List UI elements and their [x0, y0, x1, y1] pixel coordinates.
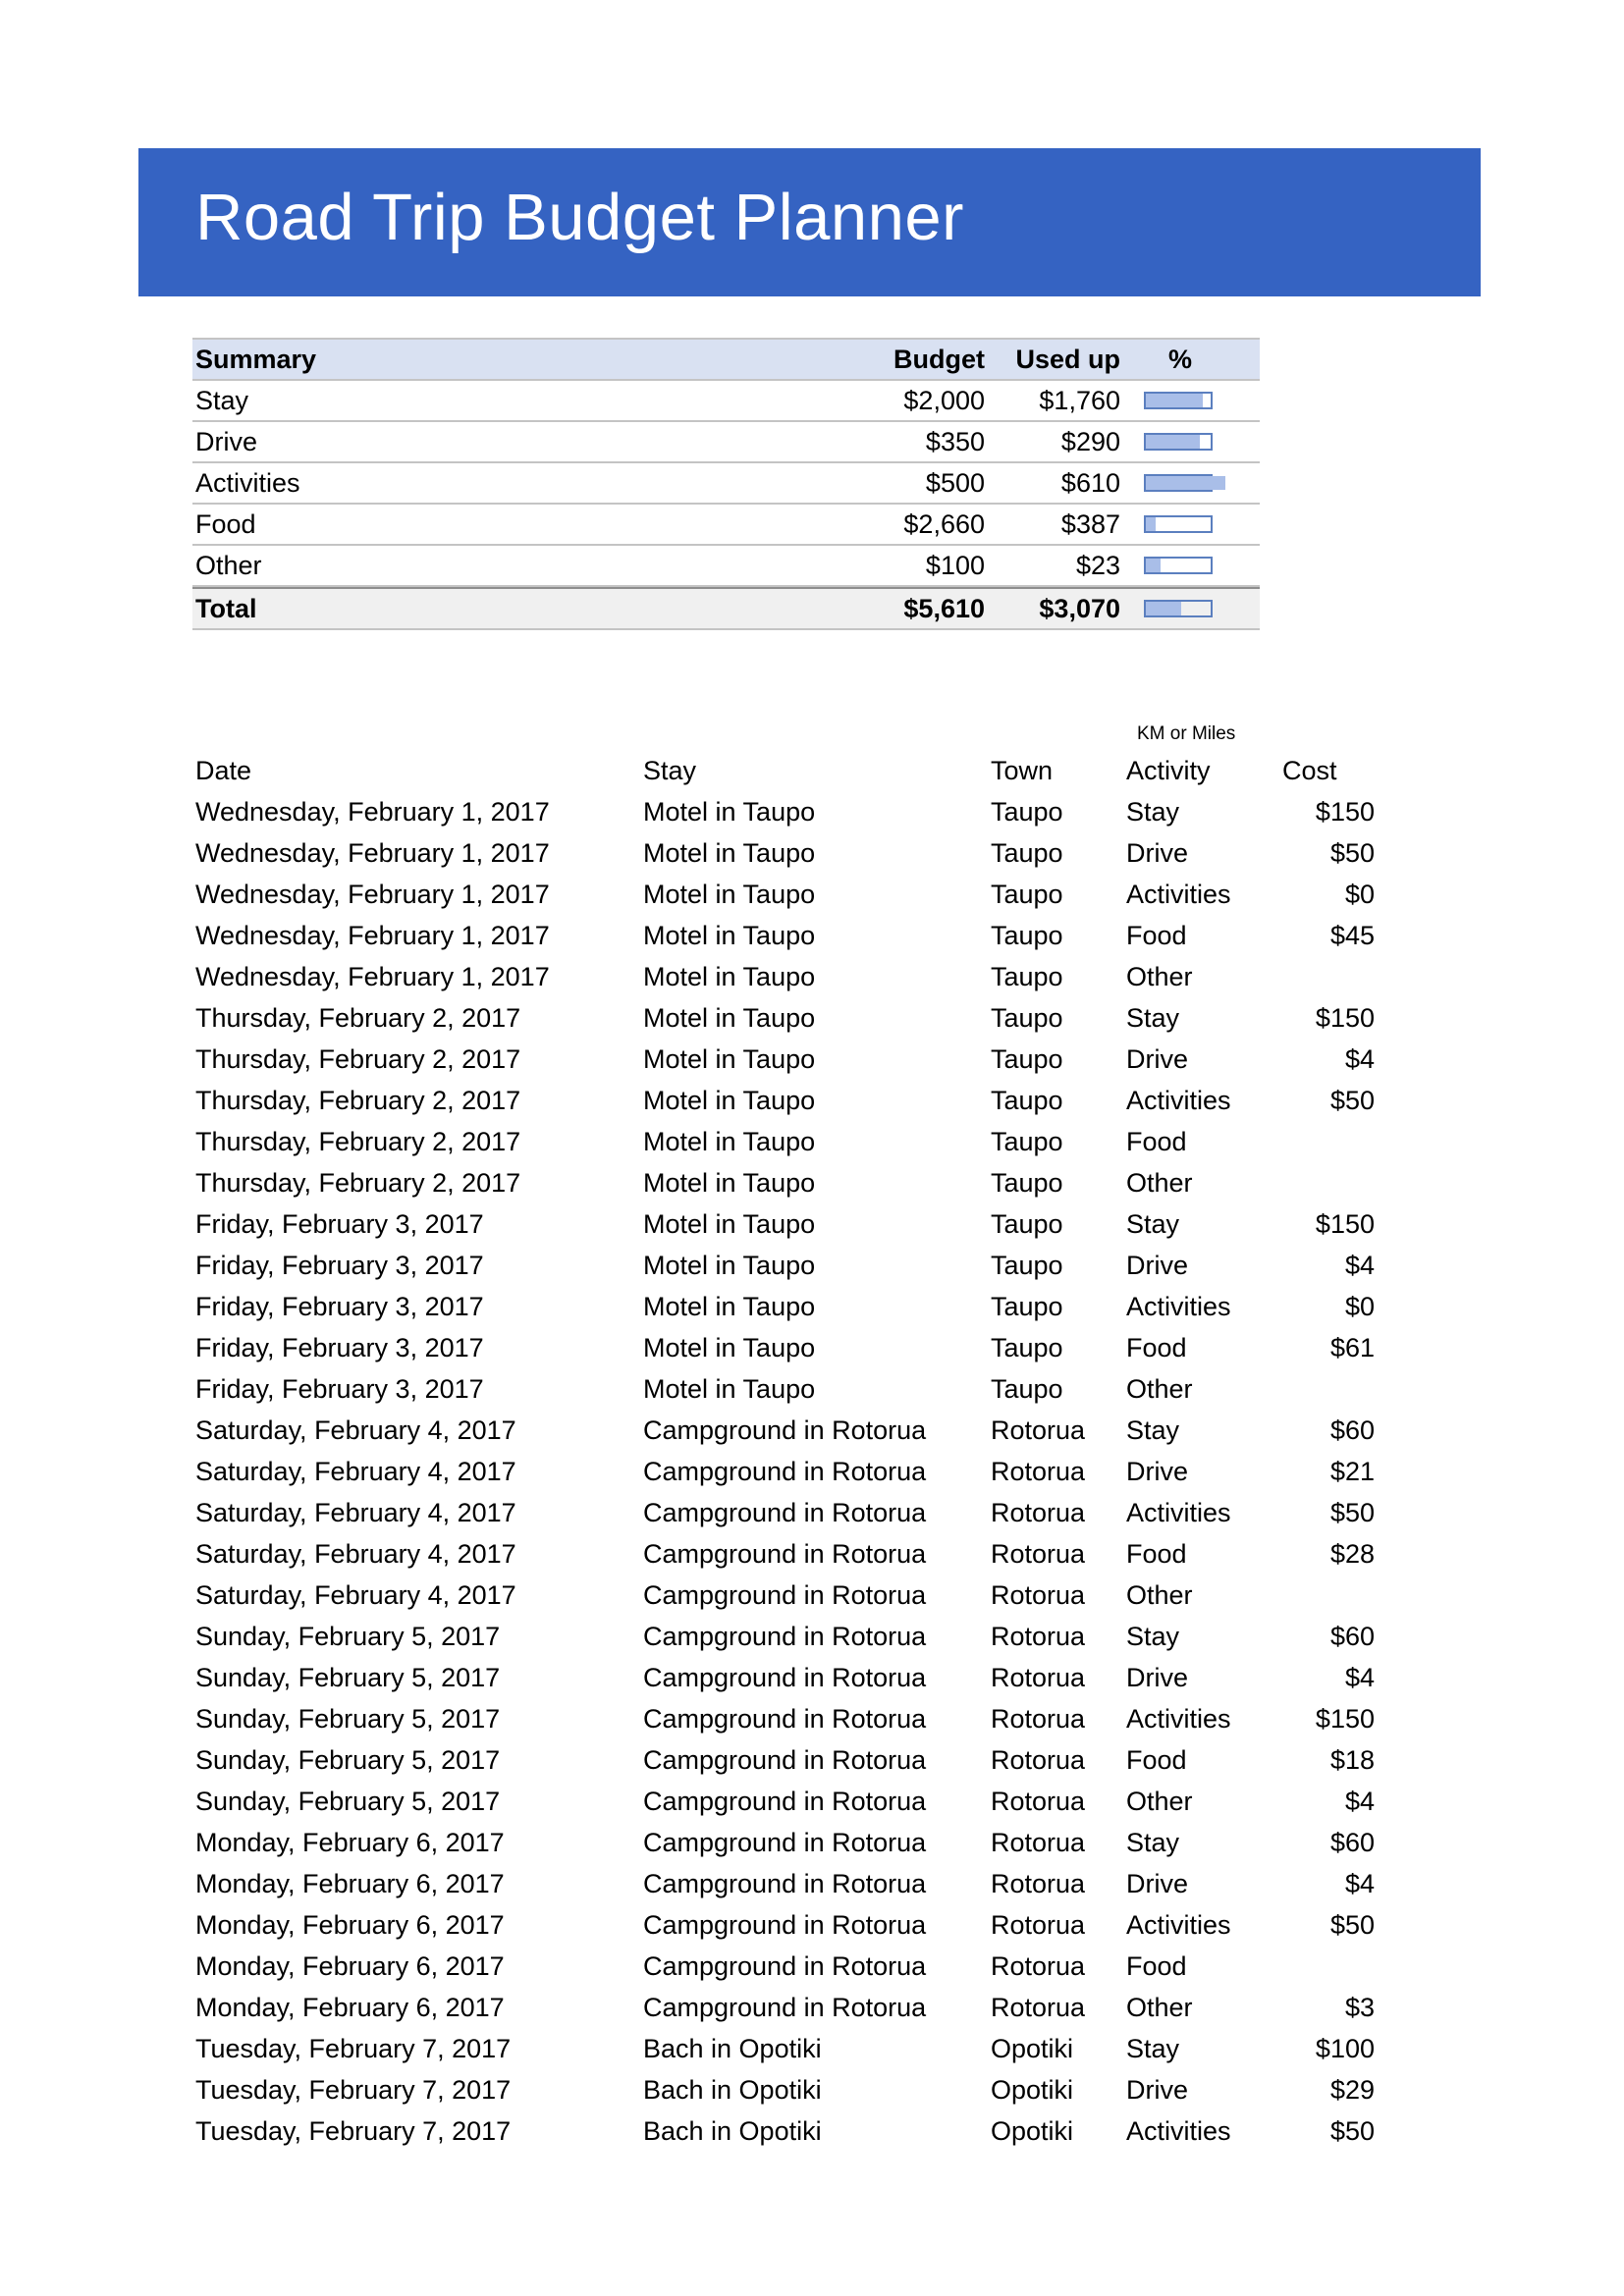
table-row	[192, 1082, 1380, 1123]
row-stay: Campground in Rotorua	[643, 1704, 927, 1734]
row-activity: Other	[1126, 1787, 1193, 1816]
row-activity: Other	[1126, 1580, 1193, 1610]
summary-row-pct-bar	[1144, 474, 1213, 492]
row-activity: Stay	[1126, 1415, 1180, 1445]
row-date: Thursday, February 2, 2017	[195, 1086, 521, 1115]
summary-header-name: Summary	[195, 345, 317, 374]
summary-row-used: $610	[1060, 468, 1120, 498]
table-row	[192, 1288, 1380, 1329]
row-cost: $28	[1329, 1539, 1375, 1569]
row-activity: Drive	[1126, 838, 1189, 868]
table-row	[192, 958, 1380, 999]
row-stay: Campground in Rotorua	[643, 1951, 927, 1981]
table-row	[192, 1618, 1380, 1659]
summary-row-budget: $500	[925, 468, 985, 498]
summary-row	[192, 463, 1260, 505]
row-town: Rotorua	[991, 1704, 1086, 1734]
row-stay: Motel in Taupo	[643, 1333, 816, 1362]
row-stay: Motel in Taupo	[643, 1044, 816, 1074]
summary-row-budget: $2,000	[903, 386, 985, 415]
summary-row-name: Drive	[195, 427, 258, 456]
row-date: Wednesday, February 1, 2017	[195, 921, 550, 950]
row-activity: Drive	[1126, 2075, 1189, 2105]
row-activity: Food	[1126, 1951, 1187, 1981]
row-stay: Motel in Taupo	[643, 797, 816, 827]
row-date: Saturday, February 4, 2017	[195, 1498, 516, 1527]
row-date: Thursday, February 2, 2017	[195, 1127, 521, 1156]
row-activity: Activities	[1126, 1292, 1231, 1321]
table-row	[192, 1370, 1380, 1412]
row-stay: Campground in Rotorua	[643, 1498, 927, 1527]
row-activity: Stay	[1126, 1828, 1180, 1857]
table-row	[192, 1948, 1380, 1989]
row-stay: Motel in Taupo	[643, 1374, 816, 1404]
table-row	[192, 834, 1380, 876]
row-activity: Stay	[1126, 1622, 1180, 1651]
summary-row-name: Stay	[195, 386, 249, 415]
row-date: Saturday, February 4, 2017	[195, 1415, 516, 1445]
row-town: Taupo	[991, 962, 1063, 991]
row-stay: Campground in Rotorua	[643, 1993, 927, 2022]
row-stay: Motel in Taupo	[643, 1168, 816, 1198]
summary-row	[192, 422, 1260, 463]
km-or-miles-note: KM or Miles	[1137, 723, 1236, 744]
table-row	[192, 1659, 1380, 1700]
summary-row-pct-bar	[1144, 557, 1213, 574]
row-activity: Activities	[1126, 1086, 1231, 1115]
row-activity: Drive	[1126, 1663, 1189, 1692]
row-activity: Food	[1126, 1745, 1187, 1775]
summary-row-pct-bar	[1144, 392, 1213, 409]
row-stay: Campground in Rotorua	[643, 1622, 927, 1651]
summary-row	[192, 546, 1260, 587]
row-stay: Campground in Rotorua	[643, 1580, 927, 1610]
row-town: Rotorua	[991, 1498, 1086, 1527]
row-cost: $21	[1329, 1457, 1375, 1486]
row-activity: Stay	[1126, 1209, 1180, 1239]
row-stay: Campground in Rotorua	[643, 1910, 927, 1940]
row-cost: $0	[1344, 880, 1375, 909]
row-town: Taupo	[991, 1374, 1063, 1404]
table-row	[192, 793, 1380, 834]
summary-header-pct: %	[1167, 345, 1193, 374]
summary-row	[192, 505, 1260, 546]
row-stay: Campground in Rotorua	[643, 1539, 927, 1569]
row-cost: $4	[1344, 1787, 1375, 1816]
row-stay: Bach in Opotiki	[643, 2075, 822, 2105]
row-town: Opotiki	[991, 2034, 1074, 2063]
row-date: Wednesday, February 1, 2017	[195, 880, 550, 909]
row-activity: Food	[1126, 1333, 1187, 1362]
table-row	[192, 1412, 1380, 1453]
row-town: Taupo	[991, 1292, 1063, 1321]
row-activity: Other	[1126, 1374, 1193, 1404]
row-date: Monday, February 6, 2017	[195, 1828, 505, 1857]
row-cost: $150	[1315, 1704, 1375, 1734]
row-stay: Motel in Taupo	[643, 962, 816, 991]
summary-row-budget: $2,660	[903, 509, 985, 539]
row-activity: Stay	[1126, 1003, 1180, 1033]
row-activity: Activities	[1126, 1498, 1231, 1527]
row-date: Sunday, February 5, 2017	[195, 1704, 501, 1734]
summary-row-pct-bar	[1144, 515, 1213, 533]
row-cost: $4	[1344, 1663, 1375, 1692]
row-date: Monday, February 6, 2017	[195, 1869, 505, 1898]
summary-row-used: $290	[1060, 427, 1120, 456]
row-town: Taupo	[991, 1209, 1063, 1239]
row-cost: $4	[1344, 1869, 1375, 1898]
table-row	[192, 1783, 1380, 1824]
row-date: Friday, February 3, 2017	[195, 1292, 484, 1321]
page-title: Road Trip Budget Planner	[195, 181, 964, 254]
row-activity: Stay	[1126, 2034, 1180, 2063]
row-cost: $150	[1315, 1003, 1375, 1033]
summary-row-used: $23	[1075, 551, 1120, 580]
row-stay: Campground in Rotorua	[643, 1869, 927, 1898]
row-activity: Drive	[1126, 1457, 1189, 1486]
table-row	[192, 1205, 1380, 1247]
pct-fill	[1146, 517, 1156, 531]
summary-row-used: $387	[1060, 509, 1120, 539]
table-row	[192, 1906, 1380, 1948]
row-town: Rotorua	[991, 1663, 1086, 1692]
row-cost: $100	[1315, 2034, 1375, 2063]
row-date: Sunday, February 5, 2017	[195, 1622, 501, 1651]
table-row	[192, 2112, 1380, 2154]
summary-header-budget: Budget	[893, 345, 985, 374]
row-town: Taupo	[991, 1044, 1063, 1074]
summary-row-used: $1,760	[1039, 386, 1120, 415]
row-cost: $45	[1329, 921, 1375, 950]
pct-fill	[1146, 435, 1200, 449]
row-town: Taupo	[991, 797, 1063, 827]
table-row	[192, 1700, 1380, 1741]
row-date: Saturday, February 4, 2017	[195, 1539, 516, 1569]
summary-row-pct-bar	[1144, 433, 1213, 451]
row-town: Opotiki	[991, 2116, 1074, 2146]
row-town: Rotorua	[991, 1622, 1086, 1651]
row-cost: $18	[1329, 1745, 1375, 1775]
row-cost: $4	[1344, 1251, 1375, 1280]
table-row	[192, 1989, 1380, 2030]
summary-total-pct-bar	[1144, 600, 1213, 617]
row-stay: Motel in Taupo	[643, 1003, 816, 1033]
row-stay: Bach in Opotiki	[643, 2034, 822, 2063]
row-town: Taupo	[991, 838, 1063, 868]
row-stay: Motel in Taupo	[643, 880, 816, 909]
row-town: Taupo	[991, 1333, 1063, 1362]
row-stay: Campground in Rotorua	[643, 1663, 927, 1692]
summary-header-used: Used up	[1015, 345, 1120, 374]
row-cost: $60	[1329, 1622, 1375, 1651]
table-row	[192, 917, 1380, 958]
detail-header-activity: Activity	[1126, 756, 1211, 785]
row-activity: Other	[1126, 1168, 1193, 1198]
detail-table	[192, 752, 1380, 2154]
row-date: Friday, February 3, 2017	[195, 1374, 484, 1404]
row-activity: Drive	[1126, 1251, 1189, 1280]
summary-row-name: Other	[195, 551, 262, 580]
summary-table	[192, 338, 1260, 630]
pct-fill	[1146, 602, 1181, 615]
row-stay: Bach in Opotiki	[643, 2116, 822, 2146]
row-town: Rotorua	[991, 1787, 1086, 1816]
row-stay: Motel in Taupo	[643, 1127, 816, 1156]
row-stay: Motel in Taupo	[643, 838, 816, 868]
row-date: Friday, February 3, 2017	[195, 1251, 484, 1280]
row-cost: $50	[1329, 838, 1375, 868]
row-town: Rotorua	[991, 1828, 1086, 1857]
row-date: Saturday, February 4, 2017	[195, 1457, 516, 1486]
row-stay: Campground in Rotorua	[643, 1415, 927, 1445]
table-row	[192, 1247, 1380, 1288]
pct-fill	[1146, 559, 1161, 572]
summary-total-budget: $5,610	[903, 594, 985, 623]
row-stay: Campground in Rotorua	[643, 1828, 927, 1857]
table-row	[192, 2030, 1380, 2071]
pct-fill	[1146, 394, 1203, 407]
table-row	[192, 1164, 1380, 1205]
row-date: Monday, February 6, 2017	[195, 1951, 505, 1981]
table-row	[192, 1041, 1380, 1082]
row-stay: Motel in Taupo	[643, 921, 816, 950]
table-row	[192, 1576, 1380, 1618]
row-activity: Activities	[1126, 1704, 1231, 1734]
row-date: Friday, February 3, 2017	[195, 1333, 484, 1362]
row-date: Sunday, February 5, 2017	[195, 1663, 501, 1692]
row-town: Rotorua	[991, 1745, 1086, 1775]
row-cost: $150	[1315, 797, 1375, 827]
row-date: Sunday, February 5, 2017	[195, 1787, 501, 1816]
row-stay: Motel in Taupo	[643, 1292, 816, 1321]
table-row	[192, 876, 1380, 917]
row-activity: Food	[1126, 921, 1187, 950]
row-date: Monday, February 6, 2017	[195, 1993, 505, 2022]
row-date: Wednesday, February 1, 2017	[195, 962, 550, 991]
row-cost: $3	[1344, 1993, 1375, 2022]
row-activity: Activities	[1126, 2116, 1231, 2146]
summary-row-name: Activities	[195, 468, 300, 498]
row-town: Rotorua	[991, 1580, 1086, 1610]
row-cost: $50	[1329, 2116, 1375, 2146]
row-cost: $60	[1329, 1828, 1375, 1857]
row-cost: $50	[1329, 1910, 1375, 1940]
row-town: Rotorua	[991, 1539, 1086, 1569]
detail-header-row	[192, 752, 1380, 793]
row-stay: Campground in Rotorua	[643, 1457, 927, 1486]
summary-row-name: Food	[195, 509, 256, 539]
row-stay: Campground in Rotorua	[643, 1787, 927, 1816]
table-row	[192, 1824, 1380, 1865]
table-row	[192, 1535, 1380, 1576]
table-row	[192, 1453, 1380, 1494]
row-cost: $50	[1329, 1086, 1375, 1115]
row-date: Thursday, February 2, 2017	[195, 1044, 521, 1074]
row-town: Rotorua	[991, 1869, 1086, 1898]
detail-header-town: Town	[991, 756, 1054, 785]
row-cost: $150	[1315, 1209, 1375, 1239]
table-row	[192, 2071, 1380, 2112]
row-stay: Motel in Taupo	[643, 1251, 816, 1280]
row-town: Opotiki	[991, 2075, 1074, 2105]
summary-row	[192, 381, 1260, 422]
summary-total-row	[192, 587, 1260, 630]
detail-header-cost: Cost	[1282, 756, 1337, 785]
row-town: Rotorua	[991, 1951, 1086, 1981]
row-town: Taupo	[991, 1251, 1063, 1280]
pct-fill	[1146, 476, 1225, 490]
title-banner	[138, 148, 1481, 296]
row-activity: Food	[1126, 1539, 1187, 1569]
table-row	[192, 1123, 1380, 1164]
row-activity: Other	[1126, 962, 1193, 991]
row-stay: Motel in Taupo	[643, 1086, 816, 1115]
row-activity: Other	[1126, 1993, 1193, 2022]
row-cost: $50	[1329, 1498, 1375, 1527]
row-date: Saturday, February 4, 2017	[195, 1580, 516, 1610]
row-date: Sunday, February 5, 2017	[195, 1745, 501, 1775]
row-date: Tuesday, February 7, 2017	[195, 2075, 512, 2105]
detail-header-date: Date	[195, 756, 252, 785]
row-date: Tuesday, February 7, 2017	[195, 2116, 512, 2146]
row-cost: $4	[1344, 1044, 1375, 1074]
row-date: Friday, February 3, 2017	[195, 1209, 484, 1239]
row-town: Taupo	[991, 880, 1063, 909]
row-cost: $0	[1344, 1292, 1375, 1321]
row-activity: Drive	[1126, 1044, 1189, 1074]
row-town: Rotorua	[991, 1457, 1086, 1486]
row-town: Rotorua	[991, 1910, 1086, 1940]
table-row	[192, 1329, 1380, 1370]
table-row	[192, 999, 1380, 1041]
row-town: Taupo	[991, 1003, 1063, 1033]
row-cost: $29	[1329, 2075, 1375, 2105]
row-activity: Activities	[1126, 1910, 1231, 1940]
table-row	[192, 1741, 1380, 1783]
row-date: Tuesday, February 7, 2017	[195, 2034, 512, 2063]
row-town: Taupo	[991, 1127, 1063, 1156]
row-stay: Motel in Taupo	[643, 1209, 816, 1239]
summary-total-used: $3,070	[1039, 594, 1120, 623]
row-date: Wednesday, February 1, 2017	[195, 838, 550, 868]
row-town: Rotorua	[991, 1415, 1086, 1445]
row-activity: Activities	[1126, 880, 1231, 909]
row-date: Thursday, February 2, 2017	[195, 1003, 521, 1033]
row-town: Taupo	[991, 921, 1063, 950]
row-activity: Stay	[1126, 797, 1180, 827]
row-town: Taupo	[991, 1086, 1063, 1115]
row-activity: Food	[1126, 1127, 1187, 1156]
row-town: Rotorua	[991, 1993, 1086, 2022]
table-row	[192, 1494, 1380, 1535]
row-date: Thursday, February 2, 2017	[195, 1168, 521, 1198]
row-cost: $60	[1329, 1415, 1375, 1445]
detail-header-stay: Stay	[643, 756, 697, 785]
summary-row-budget: $350	[925, 427, 985, 456]
row-stay: Campground in Rotorua	[643, 1745, 927, 1775]
summary-row-budget: $100	[925, 551, 985, 580]
summary-header-row	[192, 338, 1260, 381]
row-activity: Drive	[1126, 1869, 1189, 1898]
table-row	[192, 1865, 1380, 1906]
row-town: Taupo	[991, 1168, 1063, 1198]
row-date: Wednesday, February 1, 2017	[195, 797, 550, 827]
summary-total-name: Total	[195, 594, 257, 623]
row-date: Monday, February 6, 2017	[195, 1910, 505, 1940]
row-cost: $61	[1329, 1333, 1375, 1362]
